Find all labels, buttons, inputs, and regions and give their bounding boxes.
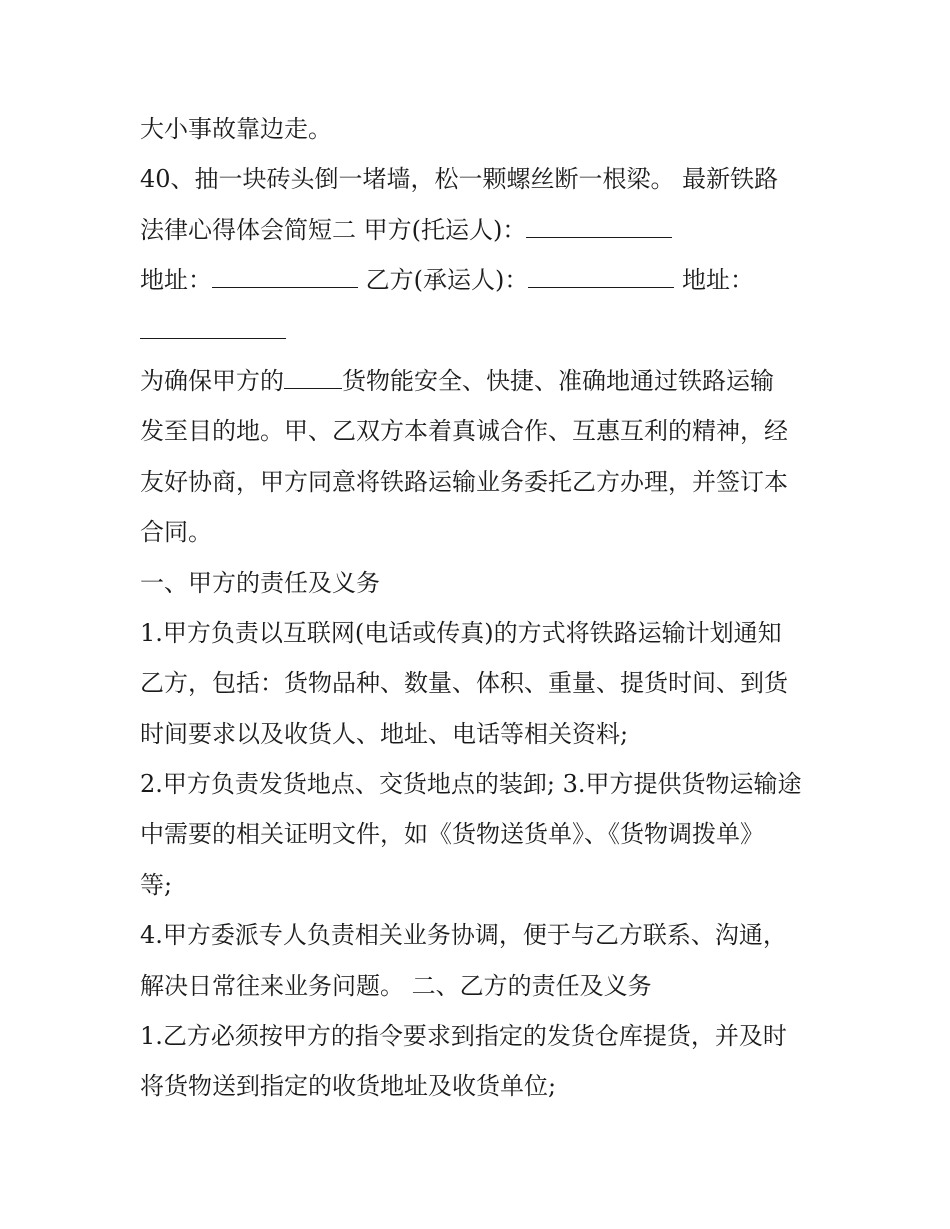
line-text: 合同。 bbox=[140, 518, 212, 547]
text-line bbox=[140, 860, 830, 910]
text-line bbox=[140, 356, 830, 406]
blank-underline bbox=[140, 316, 286, 339]
text-line bbox=[140, 608, 830, 658]
text-line bbox=[140, 709, 830, 759]
text-line bbox=[140, 205, 830, 255]
text-line bbox=[140, 809, 830, 859]
text-line bbox=[140, 961, 830, 1011]
line-text: 中需要的相关证明文件，如《货物送货单》、《货物调拨单》 bbox=[140, 820, 764, 849]
text-line bbox=[140, 457, 830, 507]
line-text: 解决日常往来业务问题。 二、乙方的责任及义务 bbox=[140, 971, 652, 1000]
blank-underline bbox=[528, 265, 674, 288]
document-body bbox=[140, 104, 830, 1112]
text-line bbox=[140, 910, 830, 960]
text-line bbox=[140, 255, 830, 305]
blank-underline bbox=[212, 265, 358, 288]
blank-underline bbox=[284, 366, 342, 389]
section-heading bbox=[140, 558, 830, 608]
text-line bbox=[140, 759, 830, 809]
text-line bbox=[140, 306, 830, 356]
blank-underline bbox=[526, 215, 672, 238]
line-text: 货物能安全、快捷、准确地通过铁路运输 bbox=[342, 366, 774, 395]
line-text: 等; bbox=[140, 870, 173, 899]
text-line bbox=[140, 507, 830, 557]
text-line bbox=[140, 658, 830, 708]
line-text: 1.乙方必须按甲方的指令要求到指定的发货仓库提货，并及时 bbox=[140, 1022, 787, 1051]
text-line bbox=[140, 1061, 830, 1111]
text-line bbox=[140, 104, 830, 154]
line-text: 乙方，包括：货物品种、数量、体积、重量、提货时间、到货 bbox=[140, 669, 788, 698]
line-text: 4.甲方委派专人负责相关业务协调，便于与乙方联系、沟通， bbox=[140, 921, 787, 950]
text-line bbox=[140, 1011, 830, 1061]
line-text: 发至目的地。甲、乙双方本着真诚合作、互惠互利的精神，经 bbox=[140, 417, 788, 446]
text-line bbox=[140, 406, 830, 456]
line-text: 2.甲方负责发货地点、交货地点的装卸; 3.甲方提供货物运输途 bbox=[140, 770, 802, 799]
line-text: 乙方(承运人)： bbox=[358, 266, 529, 295]
line-text: 为确保甲方的 bbox=[140, 366, 284, 395]
line-text: 友好协商，甲方同意将铁路运输业务委托乙方办理，并签订本 bbox=[140, 467, 788, 496]
line-text: 40、抽一块砖头倒一堵墙，松一颗螺丝断一根梁。 最新铁路 bbox=[140, 165, 779, 194]
text-line bbox=[140, 154, 830, 204]
line-text: 大小事故靠边走。 bbox=[140, 115, 332, 143]
line-text: 1.甲方负责以互联网(电话或传真)的方式将铁路运输计划通知 bbox=[140, 618, 782, 647]
line-text: 一、甲方的责任及义务 bbox=[140, 568, 380, 597]
line-text: 法律心得体会简短二 甲方(托运人)： bbox=[140, 215, 527, 244]
line-text: 地址： bbox=[674, 266, 754, 295]
line-text: 地址： bbox=[140, 266, 212, 295]
line-text: 时间要求以及收货人、地址、电话等相关资料; bbox=[140, 719, 629, 748]
line-text: 将货物送到指定的收货地址及收货单位; bbox=[140, 1072, 557, 1101]
